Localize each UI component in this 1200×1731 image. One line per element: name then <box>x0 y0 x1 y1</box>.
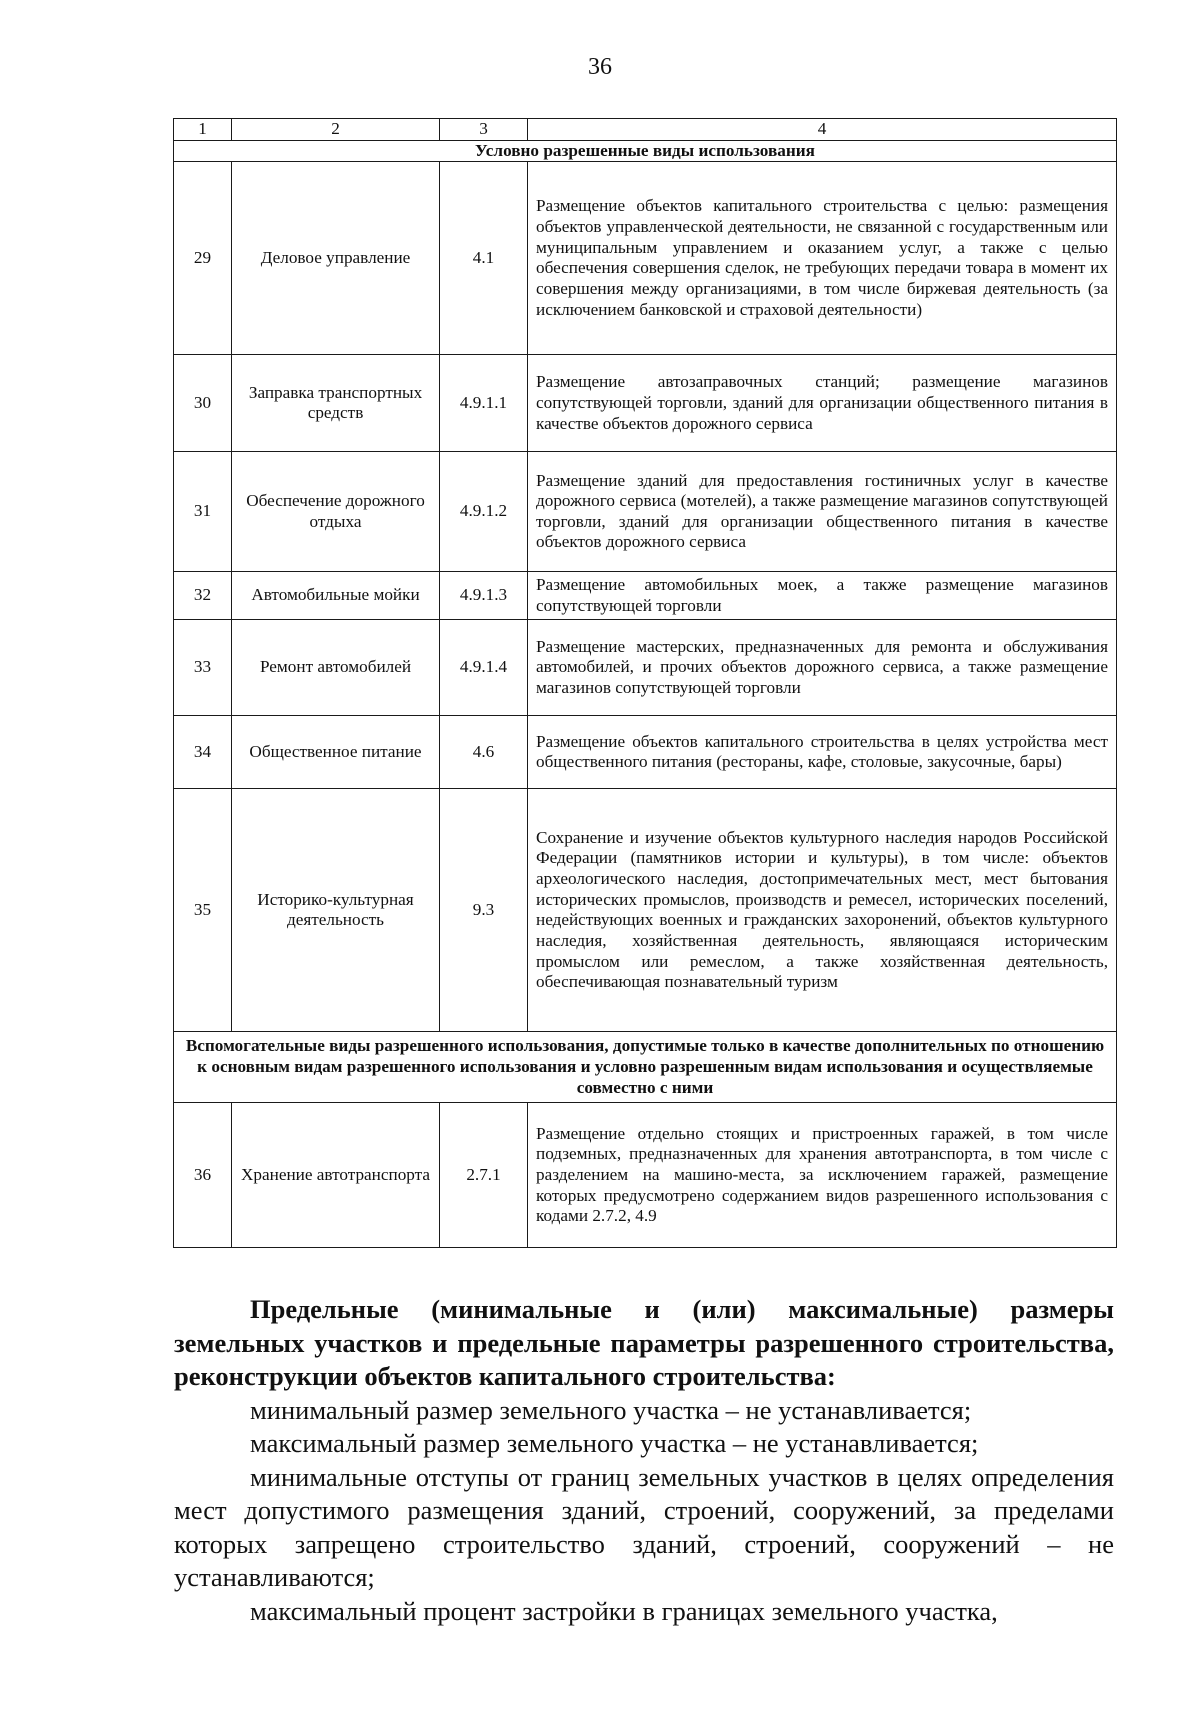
row-use-code: 4.9.1.3 <box>440 572 528 620</box>
row-use-name: Историко-культурная деятельность <box>232 789 440 1032</box>
land-use-table <box>173 118 1117 1248</box>
row-use-code: 9.3 <box>440 789 528 1032</box>
parameters-text-block <box>174 1293 1114 1628</box>
table-row <box>174 572 1117 620</box>
row-use-name: Ремонт автомобилей <box>232 620 440 716</box>
row-use-code: 4.9.1.2 <box>440 452 528 572</box>
row-use-code: 4.6 <box>440 716 528 789</box>
section-conditional-title: Условно разрешенные виды использования <box>174 140 1117 162</box>
row-use-description: Размещение автомобильных моек, а также размещение магазинов сопутствующей торговли <box>528 572 1117 620</box>
row-use-name: Заправка транспортных средств <box>232 355 440 452</box>
table-header-row <box>174 119 1117 141</box>
table-row <box>174 620 1117 716</box>
section-auxiliary-row <box>174 1032 1117 1103</box>
row-use-code: 4.9.1.4 <box>440 620 528 716</box>
row-number: 32 <box>174 572 232 620</box>
table-header-cell-4: 4 <box>528 119 1117 141</box>
row-use-name: Деловое управление <box>232 162 440 355</box>
row-use-name: Общественное питание <box>232 716 440 789</box>
row-use-code: 2.7.1 <box>440 1103 528 1248</box>
row-use-name: Хранение автотранспорта <box>232 1103 440 1248</box>
row-use-description: Размещение мастерских, предназначенных для ремонта и обслуживания автомобилей, и прочих объектов дорожного сервиса, а также размещение магазинов сопутствующей торговли <box>528 620 1117 716</box>
row-number: 34 <box>174 716 232 789</box>
paragraph-min-plot-size: минимальный размер земельного участка – не устанавливается; <box>250 1394 972 1425</box>
row-use-description: Размещение зданий для предоставления гостиничных услуг в качестве дорожного сервиса (мотелей), а также размещение магазинов сопутствующей торговли, зданий для организации общественного питания в качестве объектов дорожного сервиса <box>528 452 1117 572</box>
row-use-description: Размещение автозаправочных станций; размещение магазинов сопутствующей торговли, зданий для организации общественного питания в качестве объектов дорожного сервиса <box>528 355 1117 452</box>
land-use-table-wrapper <box>173 118 1116 1248</box>
row-use-description: Размещение объектов капитального строительства с целью: размещения объектов управленческой деятельности, не связанной с государственным или муниципальным управлением и оказанием услуг, а также с целью обеспечения совершения сделок, не требующих передачи товара в момент их совершения между организациями, в том числе биржевая деятельность (за исключением банковской и страховой деятельности) <box>528 162 1117 355</box>
row-use-description: Размещение объектов капитального строительства в целях устройства мест общественного питания (рестораны, кафе, столовые, закусочные, бары) <box>528 716 1117 789</box>
table-row <box>174 162 1117 355</box>
row-use-code: 4.1 <box>440 162 528 355</box>
row-use-description: Сохранение и изучение объектов культурного наследия народов Российской Федерации (памятников истории и культуры), в том числе: объектов археологического наследия, достопримечательных мест, мест бытования исторических промыслов, производств и ремесел, исторических поселений, недействующих военных и гражданских захоронений, объектов культурного наследия, хозяйственная деятельность, являющаяся историческим промыслом или ремеслом, а также хозяйственная деятельность, обеспечивающая познавательный туризм <box>528 789 1117 1032</box>
row-number: 36 <box>174 1103 232 1248</box>
table-row <box>174 355 1117 452</box>
parameters-heading: Предельные (минимальные и (или) максимальные) размеры земельных участков и предельные параметры разрешенного строительства, реконструкции объектов капитального строительства: <box>174 1294 1114 1391</box>
table-header-cell-3: 3 <box>440 119 528 141</box>
row-use-description: Размещение отдельно стоящих и пристроенных гаражей, в том числе подземных, предназначенных для хранения автотранспорта, в том числе с разделением на машино-места, за исключением гаражей, размещение которых предусмотрено содержанием видов разрешенного использования с кодами 2.7.2, 4.9 <box>528 1103 1117 1248</box>
row-number: 29 <box>174 162 232 355</box>
section-auxiliary-title: Вспомогательные виды разрешенного использования, допустимые только в качестве дополнительных по отношению к основным видам разрешенного использования и условно разрешенным видам использования и осуществляемые совместно с ними <box>174 1032 1117 1103</box>
row-number: 31 <box>174 452 232 572</box>
paragraph-max-coverage: максимальный процент застройки в границах земельного участка, <box>250 1595 998 1626</box>
paragraph-min-setbacks: минимальные отступы от границ земельных участков в целях определения мест допустимого размещения зданий, строений, сооружений, за пределами которых запрещено строительство зданий, строений, сооружений – не устанавливаются; <box>174 1461 1114 1592</box>
paragraph-max-plot-size: максимальный размер земельного участка – не устанавливается; <box>250 1428 979 1458</box>
row-number: 30 <box>174 355 232 452</box>
row-use-name: Автомобильные мойки <box>232 572 440 620</box>
row-number: 35 <box>174 789 232 1032</box>
table-header-cell-1: 1 <box>174 119 232 141</box>
table-row <box>174 789 1117 1032</box>
table-header-cell-2: 2 <box>232 119 440 141</box>
row-use-name: Обеспечение дорожного отдыха <box>232 452 440 572</box>
table-row <box>174 716 1117 789</box>
page-number: 36 <box>588 54 612 80</box>
table-row <box>174 452 1117 572</box>
section-conditional-row <box>174 140 1117 162</box>
row-number: 33 <box>174 620 232 716</box>
row-use-code: 4.9.1.1 <box>440 355 528 452</box>
table-row <box>174 1103 1117 1248</box>
